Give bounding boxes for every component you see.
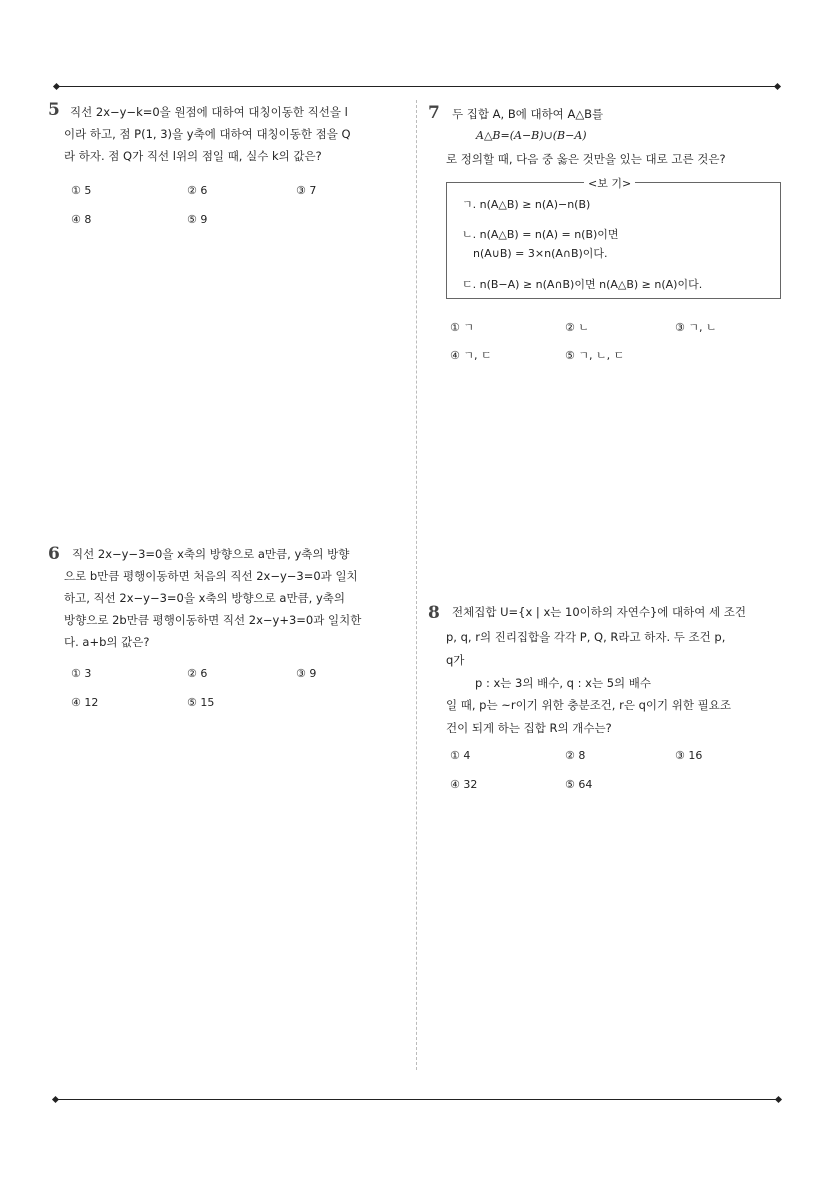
example-item: ㄷ. n(B−A) ≥ n(A∩B)이면 n(A△B) ≥ n(A)이다. [462, 278, 703, 291]
question-line: q가 [446, 653, 465, 667]
bottom-rule-dot-right [775, 1096, 782, 1103]
example-item: n(A∪B) = 3×n(A∩B)이다. [473, 247, 608, 260]
example-item: ㄱ. n(A△B) ≥ n(A)−n(B) [462, 198, 591, 211]
choice-3[interactable]: ③ 16 [675, 749, 703, 762]
choice-4[interactable]: ④ 12 [71, 696, 99, 709]
top-rule-dot-left [53, 83, 60, 90]
choice-4[interactable]: ④ 8 [71, 213, 92, 226]
column-divider [416, 100, 417, 1070]
choice-1[interactable]: ① 5 [71, 184, 92, 197]
choice-3[interactable]: ③ 9 [296, 667, 317, 680]
choice-1[interactable]: ① 3 [71, 667, 92, 680]
question-text [64, 101, 351, 167]
choice-5[interactable]: ⑤ 9 [187, 213, 208, 226]
question-line: 라 하자. 점 Q가 직선 l위의 점일 때, 실수 k의 값은? [64, 149, 322, 163]
question-line: 로 정의할 때, 다음 중 옳은 것만을 있는 대로 고른 것은? [446, 152, 726, 166]
choice-2[interactable]: ② 6 [187, 184, 208, 197]
question-number: 8 [428, 603, 440, 623]
bottom-rule [57, 1099, 779, 1100]
question-number: 6 [48, 544, 60, 564]
question-line: 직선 2x−y−k=0을 원점에 대하여 대칭이동한 직선을 l [70, 105, 348, 119]
question-line: 전체집합 U={x | x는 10이하의 자연수}에 대하여 세 조건 [452, 605, 747, 619]
question-text [64, 543, 362, 653]
question-number: 5 [48, 100, 60, 120]
question-line: 일 때, p는 ~r이기 위한 충분조건, r은 q이기 위한 필요조 [446, 698, 731, 712]
question-line: p, q, r의 진리집합을 각각 P, Q, R라고 하자. 두 조건 p, [446, 630, 726, 644]
example-item: ㄴ. n(A△B) = n(A) = n(B)이면 [462, 228, 619, 241]
choice-4[interactable]: ④ 32 [450, 778, 478, 791]
top-rule-dot-right [774, 83, 781, 90]
question-line: 하고, 직선 2x−y−3=0을 x축의 방향으로 a만큼, y축의 [64, 591, 346, 605]
question-line: 방향으로 2b만큼 평행이동하면 직선 2x−y+3=0과 일치한 [64, 613, 362, 627]
definition-formula: A△B=(A−B)∪(B−A) [476, 129, 587, 142]
choice-2[interactable]: ② 6 [187, 667, 208, 680]
condition-definition: p : x는 3의 배수, q : x는 5의 배수 [475, 676, 652, 690]
question-line: 이라 하고, 점 P(1, 3)을 y축에 대하여 대칭이동한 점을 Q [64, 127, 351, 141]
choice-2[interactable]: ② 8 [565, 749, 586, 762]
top-rule [57, 86, 779, 87]
question-line: 다. a+b의 값은? [64, 635, 150, 649]
choice-5[interactable]: ⑤ ㄱ, ㄴ, ㄷ [565, 349, 625, 362]
bottom-rule-dot-left [52, 1096, 59, 1103]
choice-5[interactable]: ⑤ 15 [187, 696, 215, 709]
question-line: 으로 b만큼 평행이동하면 처음의 직선 2x−y−3=0과 일치 [64, 569, 358, 583]
question-line: 직선 2x−y−3=0을 x축의 방향으로 a만큼, y축의 방향 [72, 547, 350, 561]
choice-5[interactable]: ⑤ 64 [565, 778, 593, 791]
question-number: 7 [428, 103, 440, 123]
choice-1[interactable]: ① ㄱ [450, 321, 474, 334]
choice-2[interactable]: ② ㄴ [565, 321, 589, 334]
choice-3[interactable]: ③ ㄱ, ㄴ [675, 321, 717, 334]
choice-3[interactable]: ③ 7 [296, 184, 317, 197]
choice-1[interactable]: ① 4 [450, 749, 471, 762]
example-box-title: <보 기> [584, 175, 635, 191]
question-line: 두 집합 A, B에 대하여 A△B를 [452, 107, 604, 121]
choice-4[interactable]: ④ ㄱ, ㄷ [450, 349, 492, 362]
question-line: 건이 되게 하는 집합 R의 개수는? [446, 721, 612, 735]
